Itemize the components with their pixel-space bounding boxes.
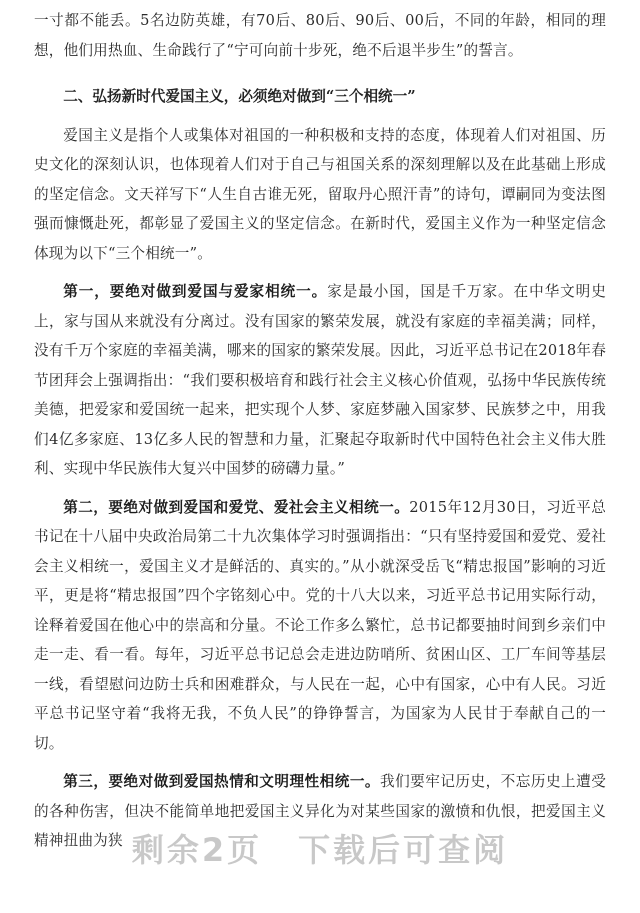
paragraph-point-two [34,493,606,759]
paragraph-point-one [34,277,606,484]
point-one-body: 家是最小国，国是千万家。在中华文明史上，家与国从来就没有分离过。没有国家的繁荣发展，就没有家庭的幸福美满；同样，没有千万个家庭的幸福美满，哪来的国家的繁荣发展。因此，习近平总书记在2018年春节团拜会上强调指出：“我们要积极培育和践行社会主义核心价值观，弘扬中华民族传统美德，把爱家和爱国统一起来，把实现个人梦、家庭梦融入国家梦、民族梦之中，用我们4亿多家庭、13亿多人民的智慧和力量，汇聚起夺取新时代中国特色社会主义伟大胜利、实现中华民族伟大复兴中国梦的磅礴力量。” [34,283,607,477]
paragraph-patriotism-definition: 爱国主义是指个人或集体对祖国的一种积极和支持的态度，体现着人们对祖国、历史文化的深刻认识，也体现着人们对于自己与祖国关系的深刻理解以及在此基础上形成的坚定信念。文天祥写下“人生自古谁无死，留取丹心照汗青”的诗句，谭嗣同为变法图强而慷慨赴死，都彰显了爱国主义的坚定信念。在新时代，爱国主义作为一种坚定信念体现为以下“三个相统一”。 [34,126,606,262]
paragraph-intro: 一寸都不能丢。5名边防英雄，有70后、80后、90后、00后，不同的年龄，相同的理想，他们用热血、生命践行了“宁可向前十步死，绝不后退半步生”的誓言。 [34,12,606,59]
section-heading: 二、弘扬新时代爱国主义，必须绝对做到“三个相统一” [63,88,416,105]
point-two-lead: 第二，要绝对做到爱国和爱党、爱社会主义相统一。 [63,498,410,516]
point-two-body: 2015年12月30日，习近平总书记在十八届中央政治局第二十九次集体学习时强调指出：“只有坚持爱国和爱党、爱社会主义相统一，爱国主义才是鲜活的、真实的。”从小就深受岳飞“精忠报国”影响的习近平，更是将“精忠报国”四个字铭刻心中。党的十八大以来，习近平总书记用实际行动，诠释着爱国在他心中的崇高和分量。不论工作多么繁忙，总书记都要抽时间到乡亲们中走一走、看一看。每年，习近平总书记总会走进边防哨所、贫困山区、工厂车间等基层一线，看望慰问边防士兵和困难群众，与人民在一起，心中有国家，心中有人民。习近平总书记坚守着“我将无我，不负人民”的铮铮誓言，为国家为人民甘于奉献自己的一切。 [34,498,606,752]
point-three-body: 我们要牢记历史，不忘历史上遭受的各种伤害，但决不能简单地把爱国主义异化为对某些国家的激愤和仇恨，把爱国主义精神扭曲为狭 [34,773,606,849]
download-to-view-text: 下载后可查阅 [298,831,509,869]
point-one-lead: 第一，要绝对做到爱国与爱家相统一。 [63,283,328,300]
download-prompt-banner[interactable] [0,825,640,871]
remaining-pages-text: 剩余2页 [131,831,263,869]
point-three-lead: 第三，要绝对做到爱国热情和文明理性相统一。 [63,773,380,790]
